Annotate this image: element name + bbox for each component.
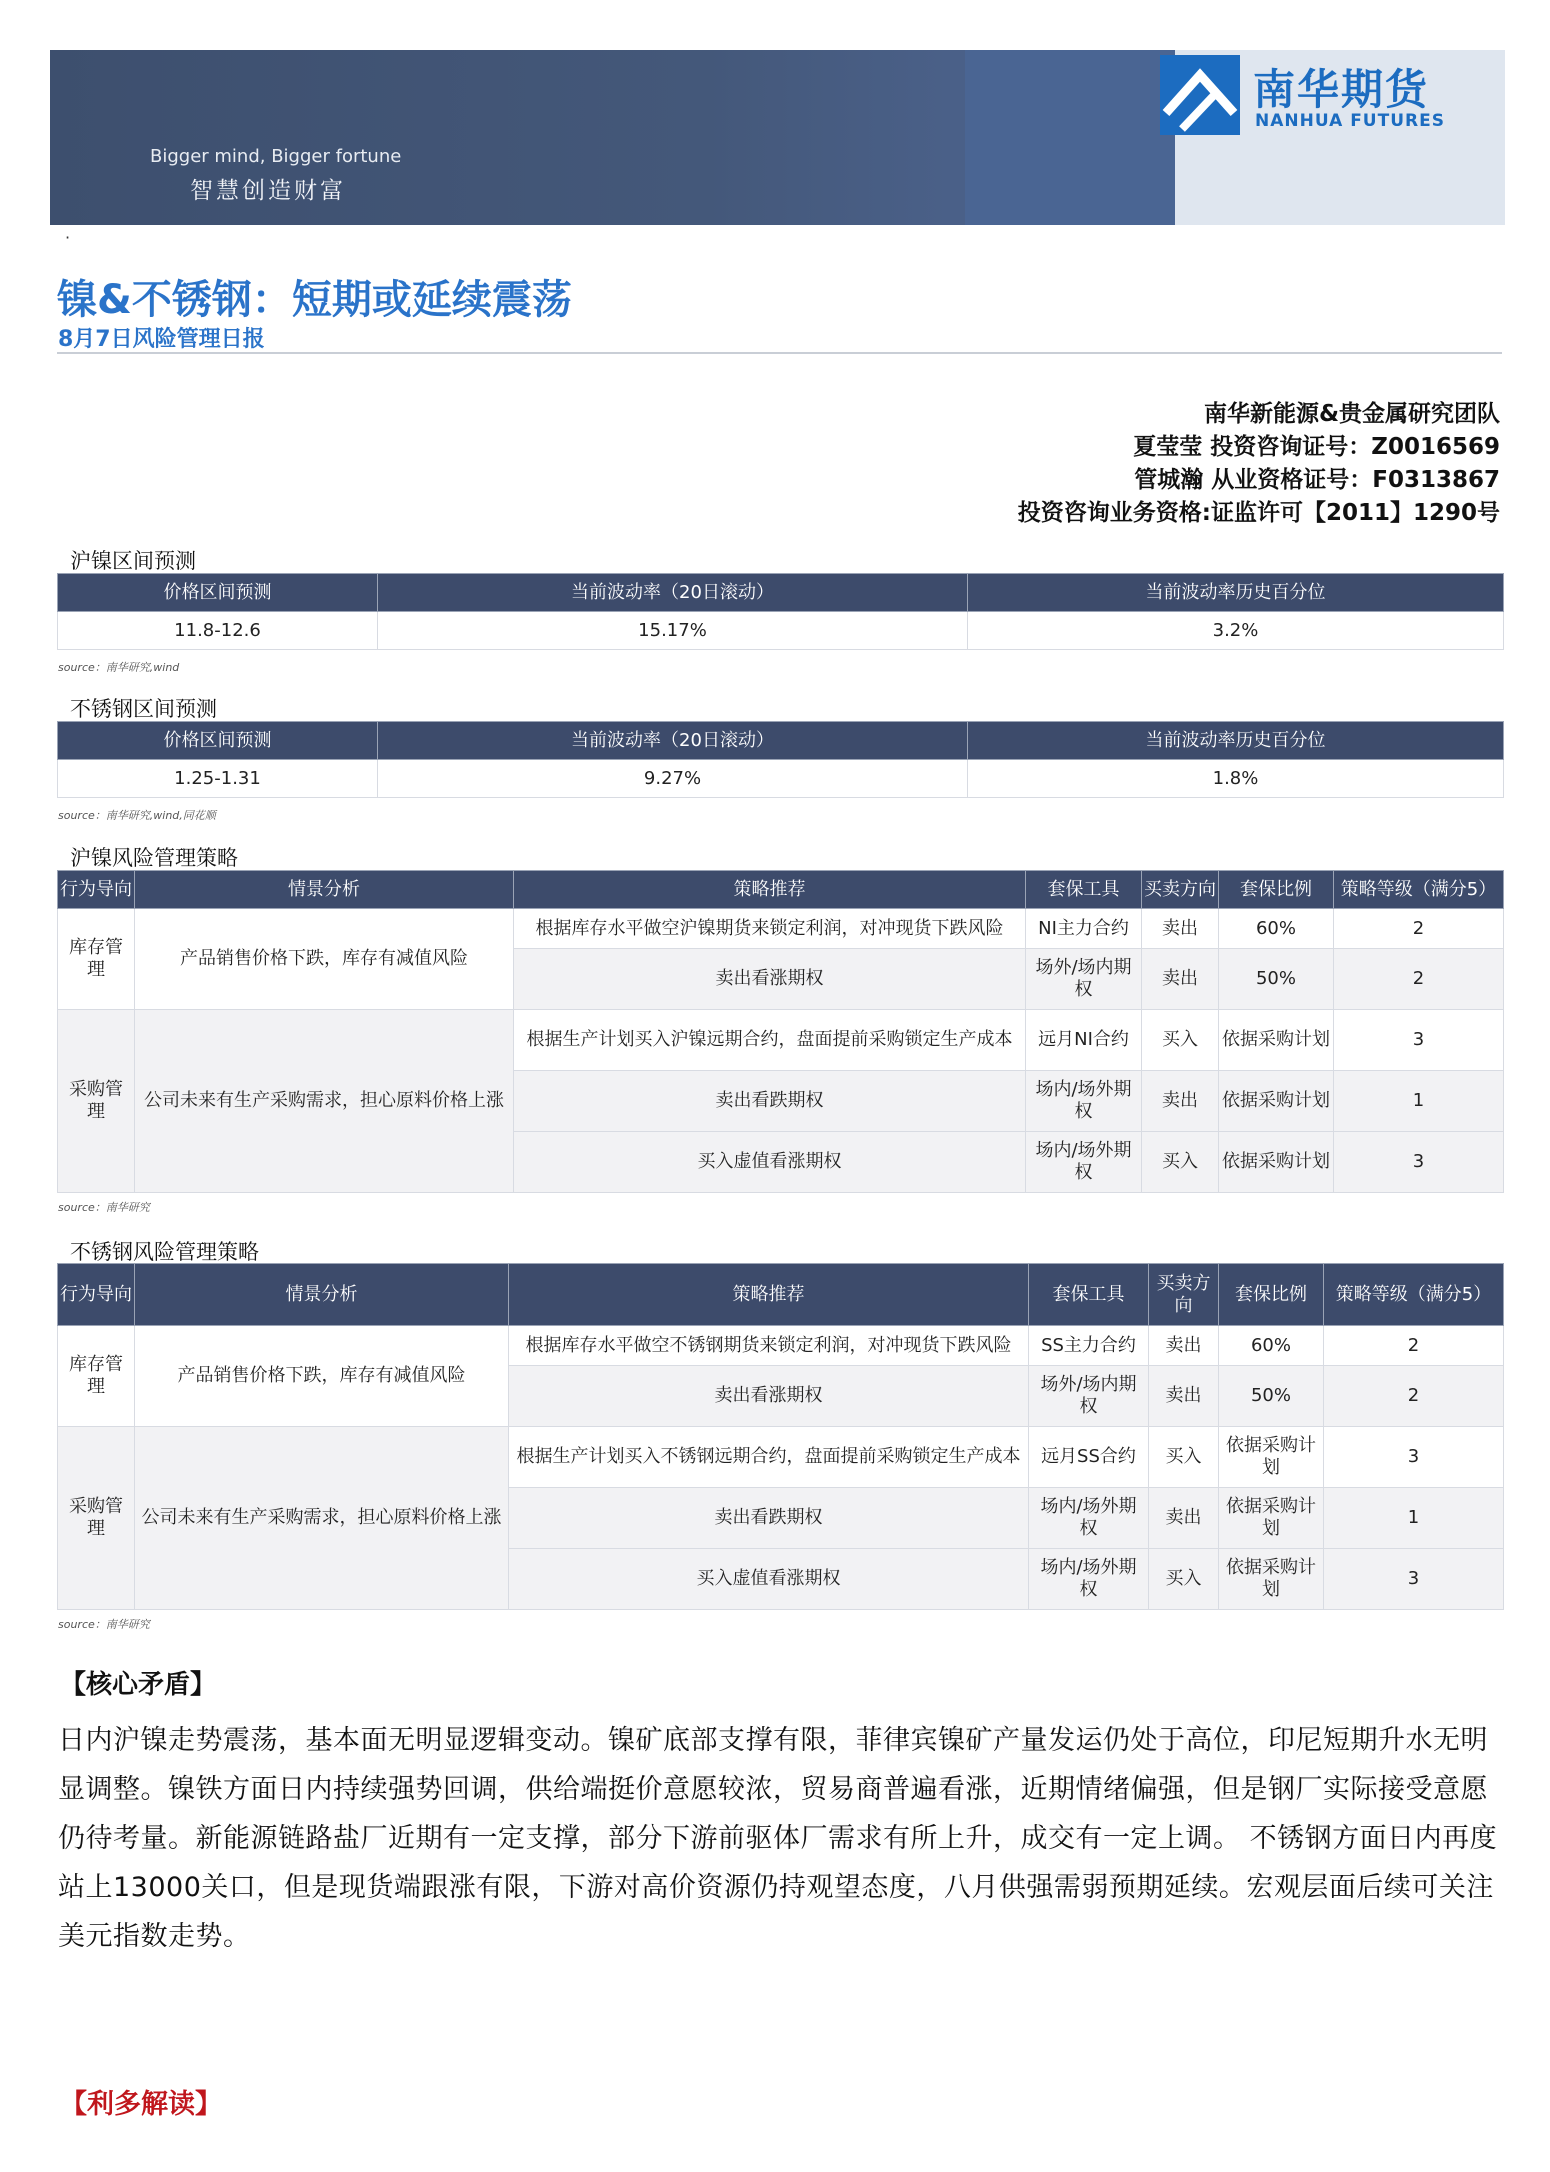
banner-panel: [965, 50, 1175, 225]
table-header-row: [58, 871, 1504, 909]
table-row: [58, 760, 1504, 798]
direction-cell: 卖出: [1142, 909, 1219, 949]
team-name: 南华新能源&贵金属研究团队: [1203, 401, 1500, 427]
ni-strategy-table: [57, 870, 1504, 1193]
table-cell: 1.25-1.31: [58, 760, 378, 798]
rating-cell: 2: [1324, 1366, 1504, 1427]
title-divider: [57, 352, 1502, 354]
direction-cell: 买入: [1149, 1427, 1219, 1488]
source-note: source：南华研究: [58, 1201, 150, 1214]
tool-cell: SS主力合约: [1029, 1326, 1149, 1366]
core-heading: 【核心矛盾】: [60, 1670, 217, 1700]
direction-cell: 买入: [1149, 1549, 1219, 1610]
strategy-cell: 卖出看跌期权: [509, 1488, 1029, 1549]
ss-range-table: [57, 721, 1504, 798]
ratio-cell: 依据采购计划: [1219, 1132, 1334, 1193]
scenario-cell: 公司未来有生产采购需求，担心原料价格上涨: [135, 1010, 514, 1193]
license-info: 投资咨询业务资格:证监许可【2011】1290号: [1017, 500, 1500, 526]
tool-cell: 场内/场外期权: [1026, 1071, 1142, 1132]
rating-cell: 2: [1324, 1326, 1504, 1366]
direction-cell: 卖出: [1149, 1366, 1219, 1427]
ratio-cell: 依据采购计划: [1219, 1071, 1334, 1132]
logo-chinese-text: 南华期货: [1253, 65, 1430, 114]
table-row: [58, 1326, 1504, 1366]
ss-range-label: 不锈钢区间预测: [70, 697, 217, 721]
behavior-cell: 采购管理: [58, 1427, 135, 1610]
strategy-cell: 买入虚值看涨期权: [509, 1549, 1029, 1610]
slogan-chinese: 智慧创造财富: [190, 178, 346, 204]
direction-cell: 卖出: [1149, 1488, 1219, 1549]
rating-cell: 2: [1334, 949, 1504, 1010]
rating-cell: 3: [1334, 1010, 1504, 1071]
ss-strategy-label: 不锈钢风险管理策略: [70, 1240, 259, 1264]
col-header: 当前波动率历史百分位: [968, 574, 1504, 612]
strategy-cell: 根据生产计划买入沪镍远期合约，盘面提前采购锁定生产成本: [514, 1010, 1026, 1071]
table-cell: 9.27%: [378, 760, 968, 798]
scenario-cell: 产品销售价格下跌，库存有减值风险: [135, 1326, 509, 1427]
ratio-cell: 60%: [1219, 909, 1334, 949]
scenario-cell: 公司未来有生产采购需求，担心原料价格上涨: [135, 1427, 509, 1610]
table-header-row: [58, 1264, 1504, 1326]
report-subtitle: 8月7日风险管理日报: [58, 327, 265, 352]
col-header: 当前波动率（20日滚动）: [378, 574, 968, 612]
tool-cell: NI主力合约: [1026, 909, 1142, 949]
col-header: 价格区间预测: [58, 574, 378, 612]
ratio-cell: 60%: [1219, 1326, 1324, 1366]
col-header: 当前波动率历史百分位: [968, 722, 1504, 760]
ratio-cell: 依据采购计划: [1219, 1427, 1324, 1488]
tool-cell: 场内/场外期权: [1029, 1488, 1149, 1549]
strategy-cell: 根据库存水平做空不锈钢期货来锁定利润，对冲现货下跌风险: [509, 1326, 1029, 1366]
behavior-cell: 库存管理: [58, 1326, 135, 1427]
col-header: 行为导向: [58, 1264, 135, 1326]
ratio-cell: 依据采购计划: [1219, 1488, 1324, 1549]
tool-cell: 场外/场内期权: [1029, 1366, 1149, 1427]
col-header: 套保工具: [1029, 1264, 1149, 1326]
direction-cell: 买入: [1142, 1010, 1219, 1071]
col-header: 情景分析: [135, 1264, 509, 1326]
strategy-cell: 卖出看涨期权: [509, 1366, 1029, 1427]
rating-cell: 3: [1324, 1549, 1504, 1610]
tool-cell: 远月SS合约: [1029, 1427, 1149, 1488]
col-header: 策略等级（满分5）: [1324, 1264, 1504, 1326]
table-row: [58, 909, 1504, 949]
col-header: 行为导向: [58, 871, 135, 909]
ratio-cell: 依据采购计划: [1219, 1010, 1334, 1071]
ratio-cell: 50%: [1219, 1366, 1324, 1427]
col-header: 策略等级（满分5）: [1334, 871, 1504, 909]
col-header: 价格区间预测: [58, 722, 378, 760]
strategy-cell: 卖出看跌期权: [514, 1071, 1026, 1132]
source-note: source：南华研究,wind,同花顺: [58, 809, 216, 822]
source-note: source：南华研究: [58, 1618, 150, 1631]
nanhua-logo: [1160, 55, 1460, 135]
table-row: [58, 612, 1504, 650]
tool-cell: 场内/场外期权: [1029, 1549, 1149, 1610]
ratio-cell: 50%: [1219, 949, 1334, 1010]
col-header: 套保比例: [1219, 1264, 1324, 1326]
bullet-dot: ·: [65, 228, 71, 247]
behavior-cell: 库存管理: [58, 909, 135, 1010]
table-header-row: [58, 574, 1504, 612]
ss-strategy-table: [57, 1263, 1504, 1610]
table-row: [58, 1010, 1504, 1071]
source-note: source：南华研究,wind: [58, 661, 180, 674]
col-header: 买卖方向: [1149, 1264, 1219, 1326]
col-header: 买卖方向: [1142, 871, 1219, 909]
col-header: 策略推荐: [509, 1264, 1029, 1326]
tool-cell: 场外/场内期权: [1026, 949, 1142, 1010]
table-cell: 3.2%: [968, 612, 1504, 650]
direction-cell: 买入: [1142, 1132, 1219, 1193]
bullish-heading: 【利多解读】: [60, 2089, 222, 2120]
logo-english-text: NANHUA FUTURES: [1255, 111, 1445, 131]
analyst-1: 夏莹莹 投资咨询证号：Z0016569: [1133, 434, 1500, 460]
strategy-cell: 根据生产计划买入不锈钢远期合约，盘面提前采购锁定生产成本: [509, 1427, 1029, 1488]
analyst-2: 管城瀚 从业资格证号：F0313867: [1134, 467, 1500, 493]
table-cell: 1.8%: [968, 760, 1504, 798]
ratio-cell: 依据采购计划: [1219, 1549, 1324, 1610]
rating-cell: 3: [1324, 1427, 1504, 1488]
nanhua-logo-icon: [1160, 55, 1240, 135]
direction-cell: 卖出: [1142, 1071, 1219, 1132]
direction-cell: 卖出: [1142, 949, 1219, 1010]
rating-cell: 1: [1324, 1488, 1504, 1549]
ni-strategy-label: 沪镍风险管理策略: [70, 846, 238, 870]
ni-range-label: 沪镍区间预测: [70, 549, 196, 573]
research-team-block: [1018, 398, 1500, 530]
table-cell: 11.8-12.6: [58, 612, 378, 650]
ni-range-table: [57, 573, 1504, 650]
col-header: 当前波动率（20日滚动）: [378, 722, 968, 760]
slogan-english: Bigger mind, Bigger fortune: [150, 146, 402, 167]
behavior-cell: 采购管理: [58, 1010, 135, 1193]
strategy-cell: 买入虚值看涨期权: [514, 1132, 1026, 1193]
strategy-cell: 根据库存水平做空沪镍期货来锁定利润，对冲现货下跌风险: [514, 909, 1026, 949]
table-cell: 15.17%: [378, 612, 968, 650]
col-header: 套保比例: [1219, 871, 1334, 909]
rating-cell: 2: [1334, 909, 1504, 949]
table-row: [58, 1427, 1504, 1488]
scenario-cell: 产品销售价格下跌，库存有减值风险: [135, 909, 514, 1010]
tool-cell: 远月NI合约: [1026, 1010, 1142, 1071]
strategy-cell: 卖出看涨期权: [514, 949, 1026, 1010]
report-title: 镍&不锈钢：短期或延续震荡: [57, 277, 572, 323]
rating-cell: 3: [1334, 1132, 1504, 1193]
col-header: 策略推荐: [514, 871, 1026, 909]
table-header-row: [58, 722, 1504, 760]
col-header: 套保工具: [1026, 871, 1142, 909]
direction-cell: 卖出: [1149, 1326, 1219, 1366]
core-paragraph: 日内沪镍走势震荡，基本面无明显逻辑变动。镍矿底部支撑有限，菲律宾镍矿产量发运仍处于高位，印尼短期升水无明显调整。镍铁方面日内持续强势回调，供给端挺价意愿较浓，贸易商普遍看涨，近期情绪偏强，但是钢厂实际接受意愿仍待考量。新能源链路盐厂近期有一定支撑，部分下游前驱体厂需求有所上升，成交有一定上调。 不锈钢方面日内再度站上13000关口，但是现货端跟涨有限，下游对高价资源仍持观望态度，八月供强需弱预期延续。宏观层面后续可关注美元指数走势。: [58, 1725, 1498, 1952]
tool-cell: 场内/场外期权: [1026, 1132, 1142, 1193]
rating-cell: 1: [1334, 1071, 1504, 1132]
col-header: 情景分析: [135, 871, 514, 909]
